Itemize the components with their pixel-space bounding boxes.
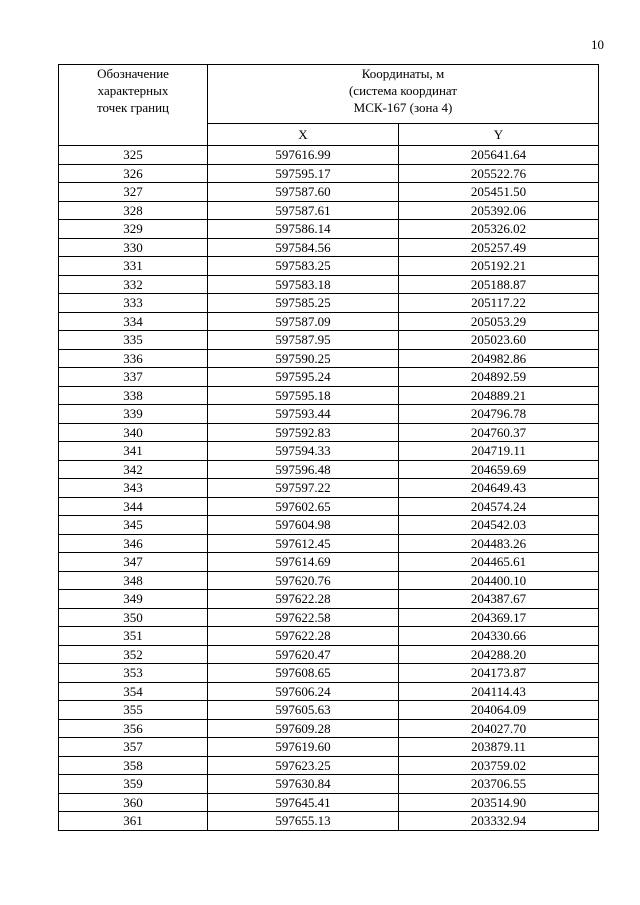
point-cell: 361 bbox=[59, 812, 208, 831]
y-cell: 204330.66 bbox=[399, 627, 599, 646]
point-cell: 349 bbox=[59, 590, 208, 609]
point-cell: 354 bbox=[59, 682, 208, 701]
point-cell: 335 bbox=[59, 331, 208, 350]
table-row bbox=[59, 460, 599, 479]
y-cell: 204400.10 bbox=[399, 571, 599, 590]
point-cell: 353 bbox=[59, 664, 208, 683]
point-cell: 347 bbox=[59, 553, 208, 572]
point-cell: 328 bbox=[59, 201, 208, 220]
point-cell: 357 bbox=[59, 738, 208, 757]
y-cell: 205188.87 bbox=[399, 275, 599, 294]
table-row bbox=[59, 257, 599, 276]
x-cell: 597608.65 bbox=[208, 664, 399, 683]
x-cell: 597590.25 bbox=[208, 349, 399, 368]
table-row bbox=[59, 775, 599, 794]
table-row bbox=[59, 756, 599, 775]
x-cell: 597593.44 bbox=[208, 405, 399, 424]
table-row bbox=[59, 738, 599, 757]
point-cell: 359 bbox=[59, 775, 208, 794]
table-header bbox=[59, 65, 599, 146]
x-cell: 597609.28 bbox=[208, 719, 399, 738]
point-cell: 348 bbox=[59, 571, 208, 590]
header-point-line-3: точек границ bbox=[96, 100, 170, 115]
table-row bbox=[59, 608, 599, 627]
x-cell: 597587.60 bbox=[208, 183, 399, 202]
y-cell: 204064.09 bbox=[399, 701, 599, 720]
table-row bbox=[59, 682, 599, 701]
point-cell: 338 bbox=[59, 386, 208, 405]
header-coords-line-1: Координаты, м bbox=[361, 66, 445, 81]
point-cell: 325 bbox=[59, 146, 208, 165]
table-row bbox=[59, 627, 599, 646]
point-cell: 356 bbox=[59, 719, 208, 738]
y-cell: 205257.49 bbox=[399, 238, 599, 257]
point-cell: 351 bbox=[59, 627, 208, 646]
table-row bbox=[59, 349, 599, 368]
point-cell: 329 bbox=[59, 220, 208, 239]
y-cell: 205192.21 bbox=[399, 257, 599, 276]
table-row bbox=[59, 164, 599, 183]
point-cell: 339 bbox=[59, 405, 208, 424]
x-cell: 597614.69 bbox=[208, 553, 399, 572]
x-cell: 597595.18 bbox=[208, 386, 399, 405]
y-cell: 205522.76 bbox=[399, 164, 599, 183]
x-cell: 597655.13 bbox=[208, 812, 399, 831]
y-cell: 204719.11 bbox=[399, 442, 599, 461]
y-cell: 204760.37 bbox=[399, 423, 599, 442]
x-cell: 597587.09 bbox=[208, 312, 399, 331]
table-row bbox=[59, 479, 599, 498]
table-row bbox=[59, 386, 599, 405]
x-cell: 597612.45 bbox=[208, 534, 399, 553]
point-cell: 340 bbox=[59, 423, 208, 442]
point-cell: 333 bbox=[59, 294, 208, 313]
y-cell: 204465.61 bbox=[399, 553, 599, 572]
header-point-line-1: Обозначение bbox=[97, 66, 169, 81]
x-cell: 597620.47 bbox=[208, 645, 399, 664]
x-cell: 597595.24 bbox=[208, 368, 399, 387]
x-cell: 597596.48 bbox=[208, 460, 399, 479]
table-row bbox=[59, 405, 599, 424]
point-cell: 330 bbox=[59, 238, 208, 257]
point-cell: 360 bbox=[59, 793, 208, 812]
point-cell: 326 bbox=[59, 164, 208, 183]
y-cell: 204659.69 bbox=[399, 460, 599, 479]
x-cell: 597606.24 bbox=[208, 682, 399, 701]
x-cell: 597585.25 bbox=[208, 294, 399, 313]
x-cell: 597583.25 bbox=[208, 257, 399, 276]
header-x: X bbox=[208, 123, 399, 145]
table-row bbox=[59, 220, 599, 239]
table-row bbox=[59, 201, 599, 220]
y-cell: 205451.50 bbox=[399, 183, 599, 202]
coordinates-table bbox=[58, 64, 599, 831]
point-cell: 344 bbox=[59, 497, 208, 516]
y-cell: 204483.26 bbox=[399, 534, 599, 553]
y-cell: 204649.43 bbox=[399, 479, 599, 498]
table-row bbox=[59, 331, 599, 350]
y-cell: 203759.02 bbox=[399, 756, 599, 775]
table-row bbox=[59, 719, 599, 738]
x-cell: 597594.33 bbox=[208, 442, 399, 461]
y-cell: 205053.29 bbox=[399, 312, 599, 331]
y-cell: 205326.02 bbox=[399, 220, 599, 239]
header-coords-line-2: (система координат bbox=[348, 83, 458, 98]
y-cell: 204542.03 bbox=[399, 516, 599, 535]
table-row bbox=[59, 553, 599, 572]
header-point-line-2: характерных bbox=[97, 83, 169, 98]
table-row bbox=[59, 701, 599, 720]
table-row bbox=[59, 423, 599, 442]
x-cell: 597595.17 bbox=[208, 164, 399, 183]
point-cell: 355 bbox=[59, 701, 208, 720]
y-cell: 204574.24 bbox=[399, 497, 599, 516]
x-cell: 597602.65 bbox=[208, 497, 399, 516]
y-cell: 204288.20 bbox=[399, 645, 599, 664]
y-cell: 204114.43 bbox=[399, 682, 599, 701]
y-cell: 204892.59 bbox=[399, 368, 599, 387]
x-cell: 597645.41 bbox=[208, 793, 399, 812]
header-coordinates bbox=[208, 65, 599, 124]
point-cell: 332 bbox=[59, 275, 208, 294]
point-cell: 343 bbox=[59, 479, 208, 498]
table-row bbox=[59, 812, 599, 831]
x-cell: 597622.28 bbox=[208, 627, 399, 646]
y-cell: 205392.06 bbox=[399, 201, 599, 220]
y-cell: 205641.64 bbox=[399, 146, 599, 165]
x-cell: 597619.60 bbox=[208, 738, 399, 757]
point-cell: 346 bbox=[59, 534, 208, 553]
y-cell: 204369.17 bbox=[399, 608, 599, 627]
x-cell: 597604.98 bbox=[208, 516, 399, 535]
point-cell: 358 bbox=[59, 756, 208, 775]
point-cell: 334 bbox=[59, 312, 208, 331]
table-row bbox=[59, 534, 599, 553]
table-row bbox=[59, 664, 599, 683]
x-cell: 597630.84 bbox=[208, 775, 399, 794]
table-row bbox=[59, 368, 599, 387]
point-cell: 345 bbox=[59, 516, 208, 535]
header-point-designation bbox=[59, 65, 208, 146]
y-cell: 204889.21 bbox=[399, 386, 599, 405]
header-y: Y bbox=[399, 123, 599, 145]
x-cell: 597622.58 bbox=[208, 608, 399, 627]
y-cell: 203332.94 bbox=[399, 812, 599, 831]
x-cell: 597586.14 bbox=[208, 220, 399, 239]
point-cell: 352 bbox=[59, 645, 208, 664]
point-cell: 327 bbox=[59, 183, 208, 202]
point-cell: 350 bbox=[59, 608, 208, 627]
point-cell: 331 bbox=[59, 257, 208, 276]
y-cell: 203879.11 bbox=[399, 738, 599, 757]
table-row bbox=[59, 793, 599, 812]
y-cell: 205117.22 bbox=[399, 294, 599, 313]
x-cell: 597597.22 bbox=[208, 479, 399, 498]
y-cell: 204027.70 bbox=[399, 719, 599, 738]
table-body bbox=[59, 146, 599, 831]
y-cell: 204982.86 bbox=[399, 349, 599, 368]
y-cell: 204796.78 bbox=[399, 405, 599, 424]
x-cell: 597622.28 bbox=[208, 590, 399, 609]
table-row bbox=[59, 294, 599, 313]
x-cell: 597623.25 bbox=[208, 756, 399, 775]
table-row bbox=[59, 146, 599, 165]
table-row bbox=[59, 238, 599, 257]
table-row bbox=[59, 590, 599, 609]
y-cell: 204387.67 bbox=[399, 590, 599, 609]
table-row bbox=[59, 275, 599, 294]
x-cell: 597583.18 bbox=[208, 275, 399, 294]
table-row bbox=[59, 183, 599, 202]
y-cell: 203706.55 bbox=[399, 775, 599, 794]
page-number: 10 bbox=[591, 37, 604, 52]
x-cell: 597620.76 bbox=[208, 571, 399, 590]
x-cell: 597592.83 bbox=[208, 423, 399, 442]
table-row bbox=[59, 497, 599, 516]
x-cell: 597584.56 bbox=[208, 238, 399, 257]
x-cell: 597587.61 bbox=[208, 201, 399, 220]
table-row bbox=[59, 645, 599, 664]
y-cell: 203514.90 bbox=[399, 793, 599, 812]
x-cell: 597616.99 bbox=[208, 146, 399, 165]
point-cell: 336 bbox=[59, 349, 208, 368]
x-cell: 597587.95 bbox=[208, 331, 399, 350]
y-cell: 205023.60 bbox=[399, 331, 599, 350]
table-row bbox=[59, 442, 599, 461]
y-cell: 204173.87 bbox=[399, 664, 599, 683]
x-cell: 597605.63 bbox=[208, 701, 399, 720]
table-row bbox=[59, 571, 599, 590]
header-coords-line-3: МСК-167 (зона 4) bbox=[353, 100, 453, 115]
table-row bbox=[59, 516, 599, 535]
point-cell: 337 bbox=[59, 368, 208, 387]
table-row bbox=[59, 312, 599, 331]
point-cell: 342 bbox=[59, 460, 208, 479]
point-cell: 341 bbox=[59, 442, 208, 461]
